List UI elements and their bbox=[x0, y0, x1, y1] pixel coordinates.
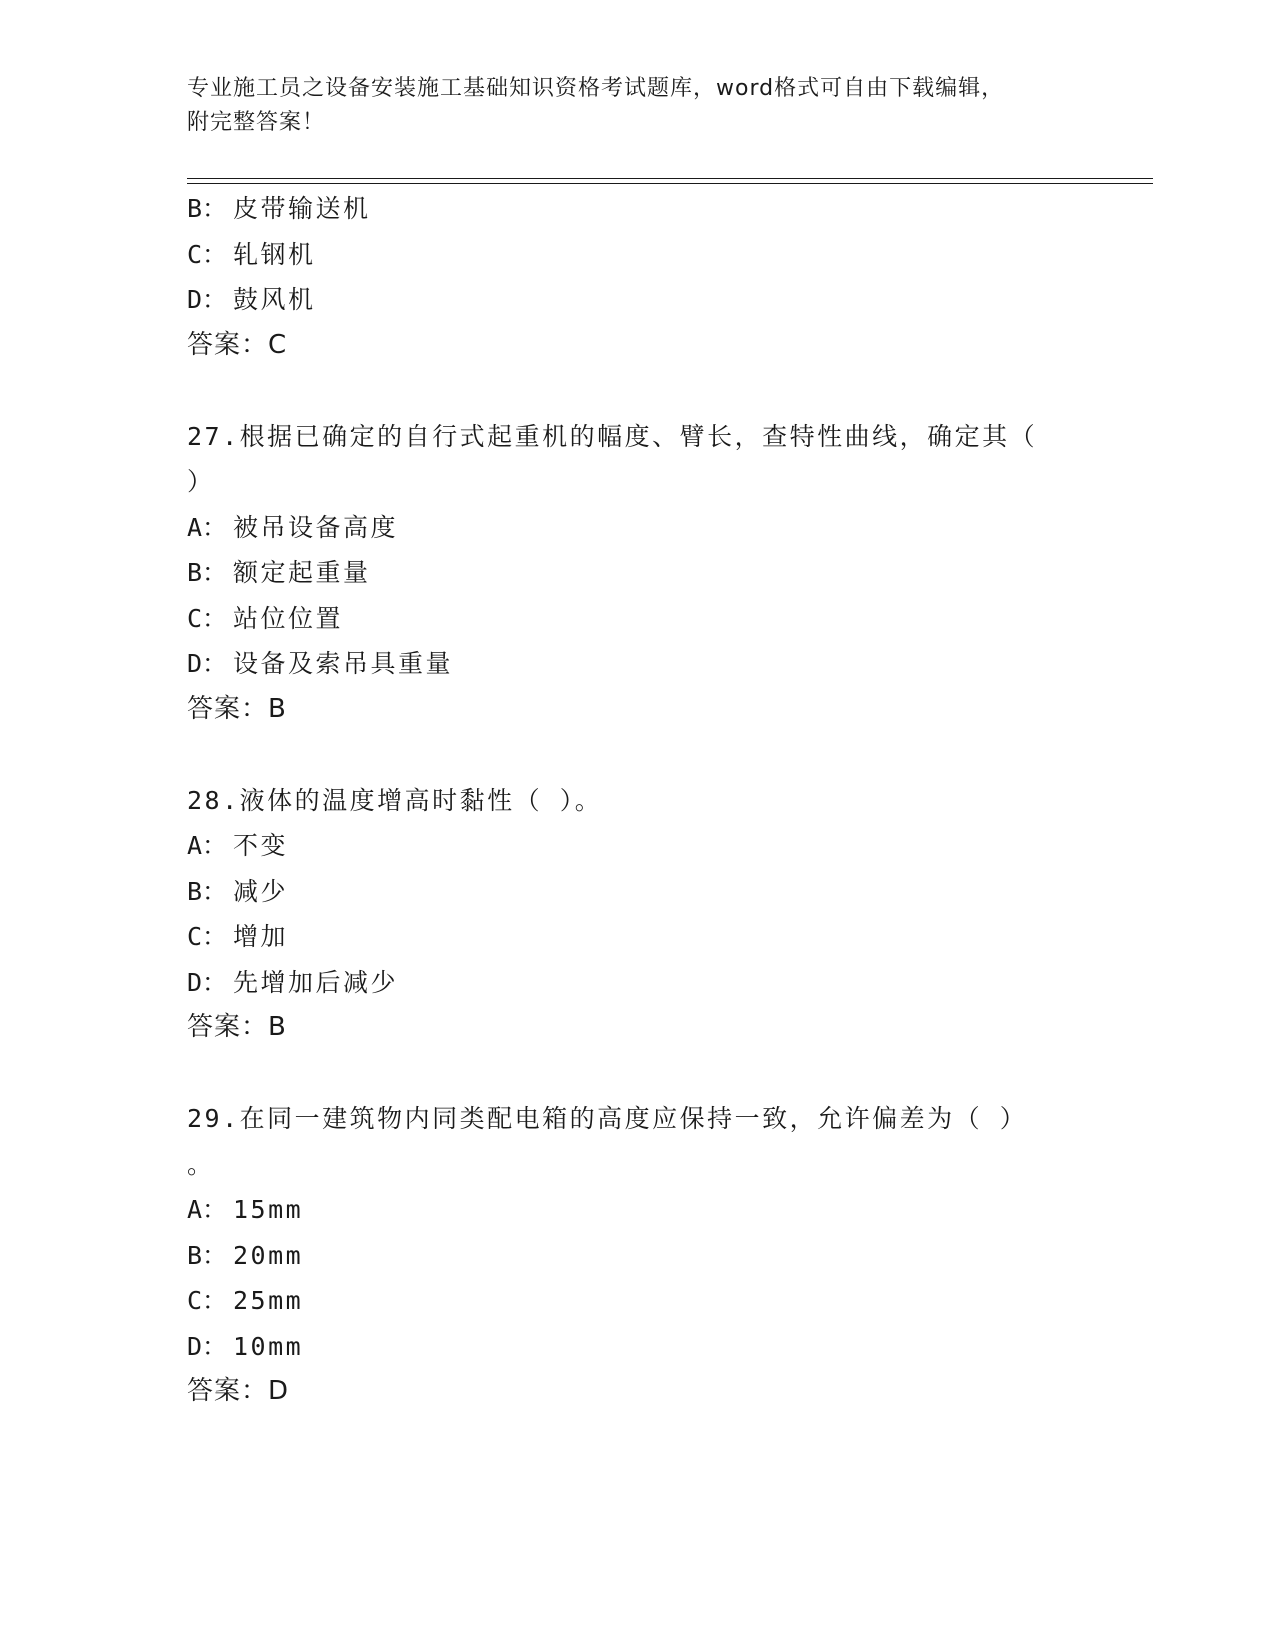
question-27 bbox=[187, 414, 1087, 733]
option-d: D： 设备及索吊具重量 bbox=[187, 649, 454, 678]
question-28 bbox=[187, 778, 1087, 1051]
question-stem: 28.液体的温度增高时黏性（ ）。 bbox=[187, 785, 603, 815]
option-d: D： 先增加后减少 bbox=[187, 967, 399, 997]
header-rule-top bbox=[187, 178, 1153, 179]
option-b: B： 皮带输送机 bbox=[187, 194, 371, 223]
answer: 答案：C bbox=[187, 329, 288, 360]
option-c: C： 25mm bbox=[187, 1286, 304, 1315]
option-c: C： 轧钢机 bbox=[187, 239, 316, 269]
answer: 答案：B bbox=[187, 693, 287, 724]
option-a: A： 15mm bbox=[187, 1195, 304, 1224]
answer: 答案：D bbox=[187, 1376, 290, 1406]
option-a: A： 不变 bbox=[187, 831, 289, 860]
header-rule-bottom bbox=[187, 183, 1153, 184]
option-c: C： 站位位置 bbox=[187, 603, 344, 633]
question-stem-continued: ） bbox=[187, 467, 215, 496]
option-d: D： 10mm bbox=[187, 1331, 304, 1361]
option-d: D： 鼓风机 bbox=[187, 285, 316, 314]
question-stem: 27.根据已确定的自行式起重机的幅度、臂长，查特性曲线，确定其（ bbox=[187, 421, 1038, 451]
option-a: A： 被吊设备高度 bbox=[187, 512, 399, 542]
question-stem-continued: 。 bbox=[187, 1149, 215, 1179]
header-line-2: 附完整答案！ bbox=[187, 110, 326, 135]
option-b: B： 减少 bbox=[187, 876, 289, 906]
question-29 bbox=[187, 1096, 1087, 1415]
option-c: C： 增加 bbox=[187, 922, 289, 951]
option-b: B： 额定起重量 bbox=[187, 558, 371, 587]
document-header bbox=[187, 72, 1067, 140]
option-b: B： 20mm bbox=[187, 1240, 304, 1270]
question-stem: 29.在同一建筑物内同类配电箱的高度应保持一致，允许偏差为（ ） bbox=[187, 1104, 1028, 1133]
question-list bbox=[187, 186, 1087, 1415]
answer: 答案：B bbox=[187, 1012, 287, 1042]
question-26-continued bbox=[187, 186, 1087, 368]
header-line-1: 专业施工员之设备安装施工基础知识资格考试题库，word格式可自由下载编辑， bbox=[187, 76, 1005, 101]
